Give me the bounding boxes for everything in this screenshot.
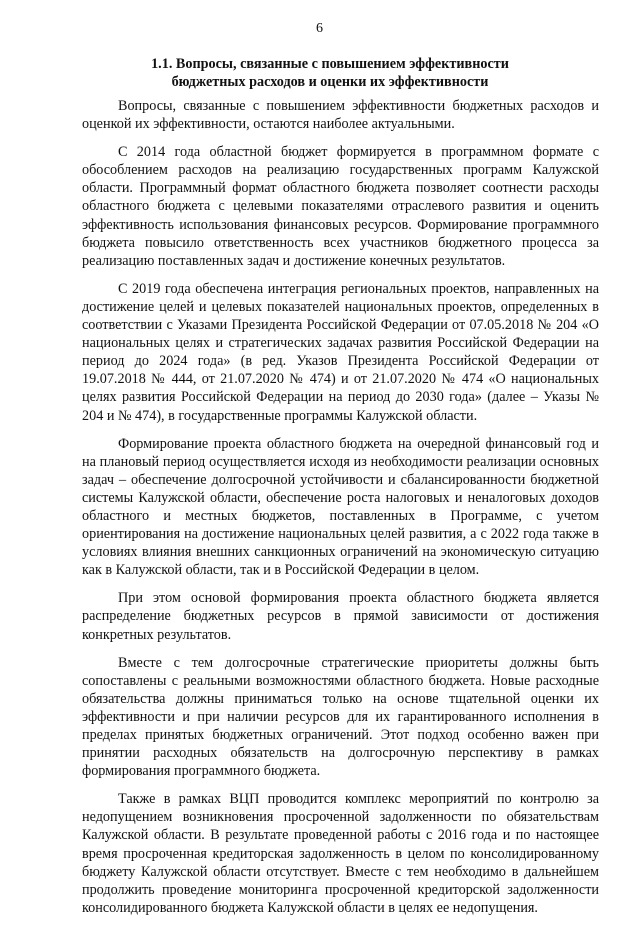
paragraph: Вопросы, связанные с повышением эффективности бюджетных расходов и оценкой их эффективности, остаются наиболее актуальными. xyxy=(82,98,599,133)
paragraph: С 2014 года областной бюджет формируется в программном формате с обособлением расходов на реализацию государственных программ Калужской области. Программный формат областного бюджета позволяет соотнести расходы областного бюджета с целевыми показателями отраслевого развития и оценить эффективность использования финансовых ресурсов. Формирование программного бюджета повысило ответственность всех участников бюджетного процесса за реализацию поставленных задач и достижение конечных результатов. xyxy=(82,144,599,269)
paragraph: Формирование проекта областного бюджета на очередной финансовый год и на плановый период осуществляется исходя из необходимости реализации основных задач – обеспечение долгосрочной устойчивости и сбалансированности бюджетной системы Калужской области, обеспечение роста налоговых и неналоговых доходов областного и местных бюджетов, поставленных в Программе, с учетом ориентирования на достижение национальных целей развития, а с 2022 года также в условиях влияния внешних санкционных ограничений на экономическую ситуацию как в Калужской области, так и в Российской Федерации в целом. xyxy=(82,435,599,579)
body-text xyxy=(82,97,599,927)
section-heading xyxy=(60,55,600,91)
section-heading-line-1: 1.1. Вопросы, связанные с повышением эффективности xyxy=(151,56,509,72)
paragraph: При этом основой формирования проекта областного бюджета является распределение бюджетных ресурсов в прямой зависимости от достижения конкретных результатов. xyxy=(82,590,599,643)
paragraph: Также в рамках ВЦП проводится комплекс мероприятий по контролю за недопущением возникновения просроченной задолженности по обязательствам Калужской области. В результате проведенной работы с 2016 года и по настоящее время просроченная кредиторская задолженность в целом по консолидированному бюджету Калужской области отсутствует. Вместе с тем необходимо в дальнейшем продолжить проведение мониторинга просроченной кредиторской задолженности консолидированного бюджета Калужской области в целях ее недопущения. xyxy=(82,791,599,916)
section-heading-line-2: бюджетных расходов и оценки их эффективности xyxy=(171,74,489,90)
page-number: 6 xyxy=(316,21,323,36)
paragraph: С 2019 года обеспечена интеграция региональных проектов, направленных на достижение целей и целевых показателей национальных проектов, определенных в соответствии с Указами Президента Российской Федерации от 07.05.2018 № 204 «О национальных целях и стратегических задачах развития Российской Федерации на период до 2024 года» (в ред. Указов Президента Российской Федерации от 19.07.2018 № 444, от 21.07.2020 № 474) и от 21.07.2020 № 474 «О национальных целях развития Российской Федерации на период до 2030 года» (далее – Указы № 204 и № 474), в государственные программы Калужской области. xyxy=(82,280,599,424)
paragraph: Вместе с тем долгосрочные стратегические приоритеты должны быть сопоставлены с реальными возможностями областного бюджета. Новые расходные обязательства должны приниматься только на основе тщательной оценки их эффективности и при наличии ресурсов для их гарантированного исполнения в пределах принятых бюджетных ограничений. Этот подход особенно важен при принятии расходных обязательств на долгосрочную перспективу в рамках формирования программного бюджета. xyxy=(82,654,599,780)
